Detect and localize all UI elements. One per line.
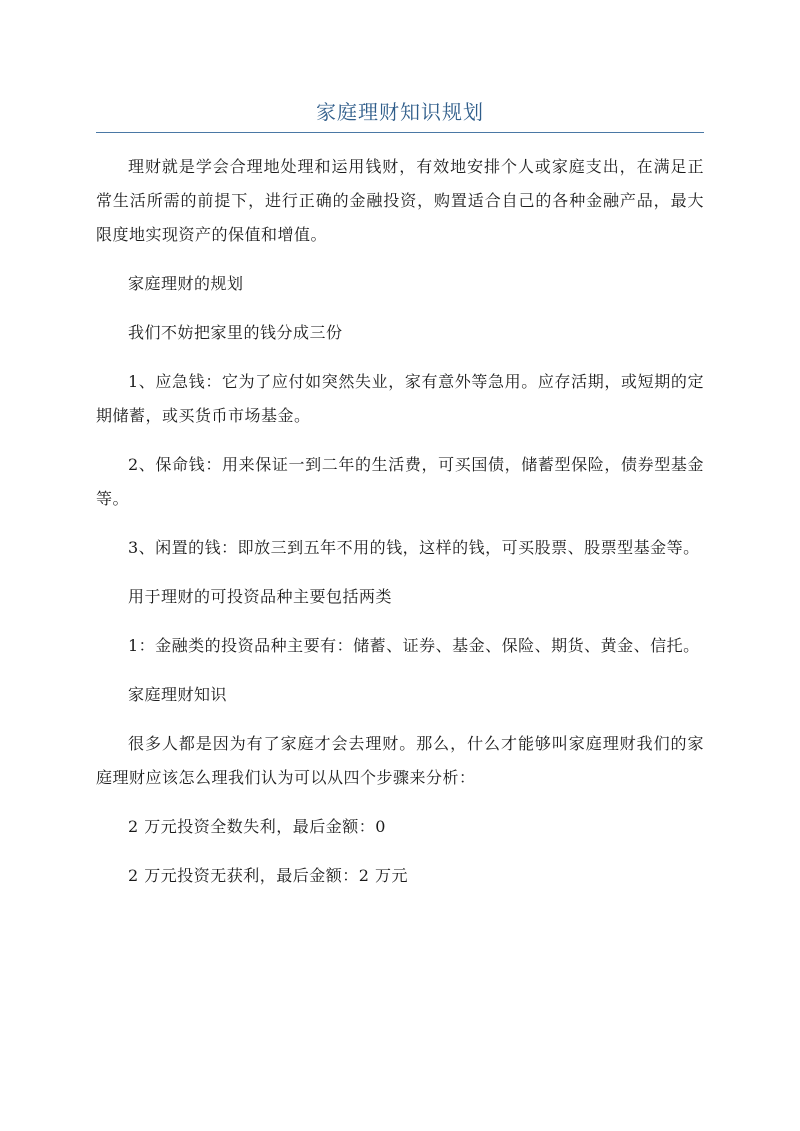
list-item-emergency-money: 1、应急钱：它为了应付如突然失业，家有意外等急用。应存活期，或短期的定期储蓄，或买货币市场基金。 [96, 372, 704, 425]
paragraph-investment-types: 用于理财的可投资品种主要包括两类 [128, 587, 393, 606]
list-item-idle-money: 3、闲置的钱：即放三到五年不用的钱，这样的钱，可买股票、股票型基金等。 [128, 538, 700, 557]
paragraph-no-gain-case: 2 万元投资无获利，最后金额：2 万元 [128, 866, 409, 885]
document-title: 家庭理财知识规划 [316, 100, 484, 124]
document-body [96, 150, 704, 908]
paragraph-loss-case: 2 万元投资全数失利，最后金额：0 [128, 817, 386, 836]
paragraph-intro: 理财就是学会合理地处理和运用钱财，有效地安排个人或家庭支出，在满足正常生活所需的前提下，进行正确的金融投资，购置适合自己的各种金融产品，最大限度地实现资产的保值和增值。 [96, 157, 704, 244]
heading-planning: 家庭理财的规划 [128, 274, 244, 293]
heading-knowledge: 家庭理财知识 [128, 685, 228, 704]
list-item-financial-products: 1：金融类的投资品种主要有：储蓄、证券、基金、保险、期货、黄金、信托。 [128, 636, 700, 655]
title-divider [96, 132, 704, 133]
paragraph-four-steps: 很多人都是因为有了家庭才会去理财。那么，什么才能够叫家庭理财我们的家庭理财应该怎么理我们认为可以从四个步骤来分析： [96, 734, 704, 787]
paragraph-three-parts: 我们不妨把家里的钱分成三份 [128, 323, 343, 342]
list-item-life-money: 2、保命钱：用来保证一到二年的生活费，可买国债，储蓄型保险，债券型基金等。 [96, 455, 704, 508]
